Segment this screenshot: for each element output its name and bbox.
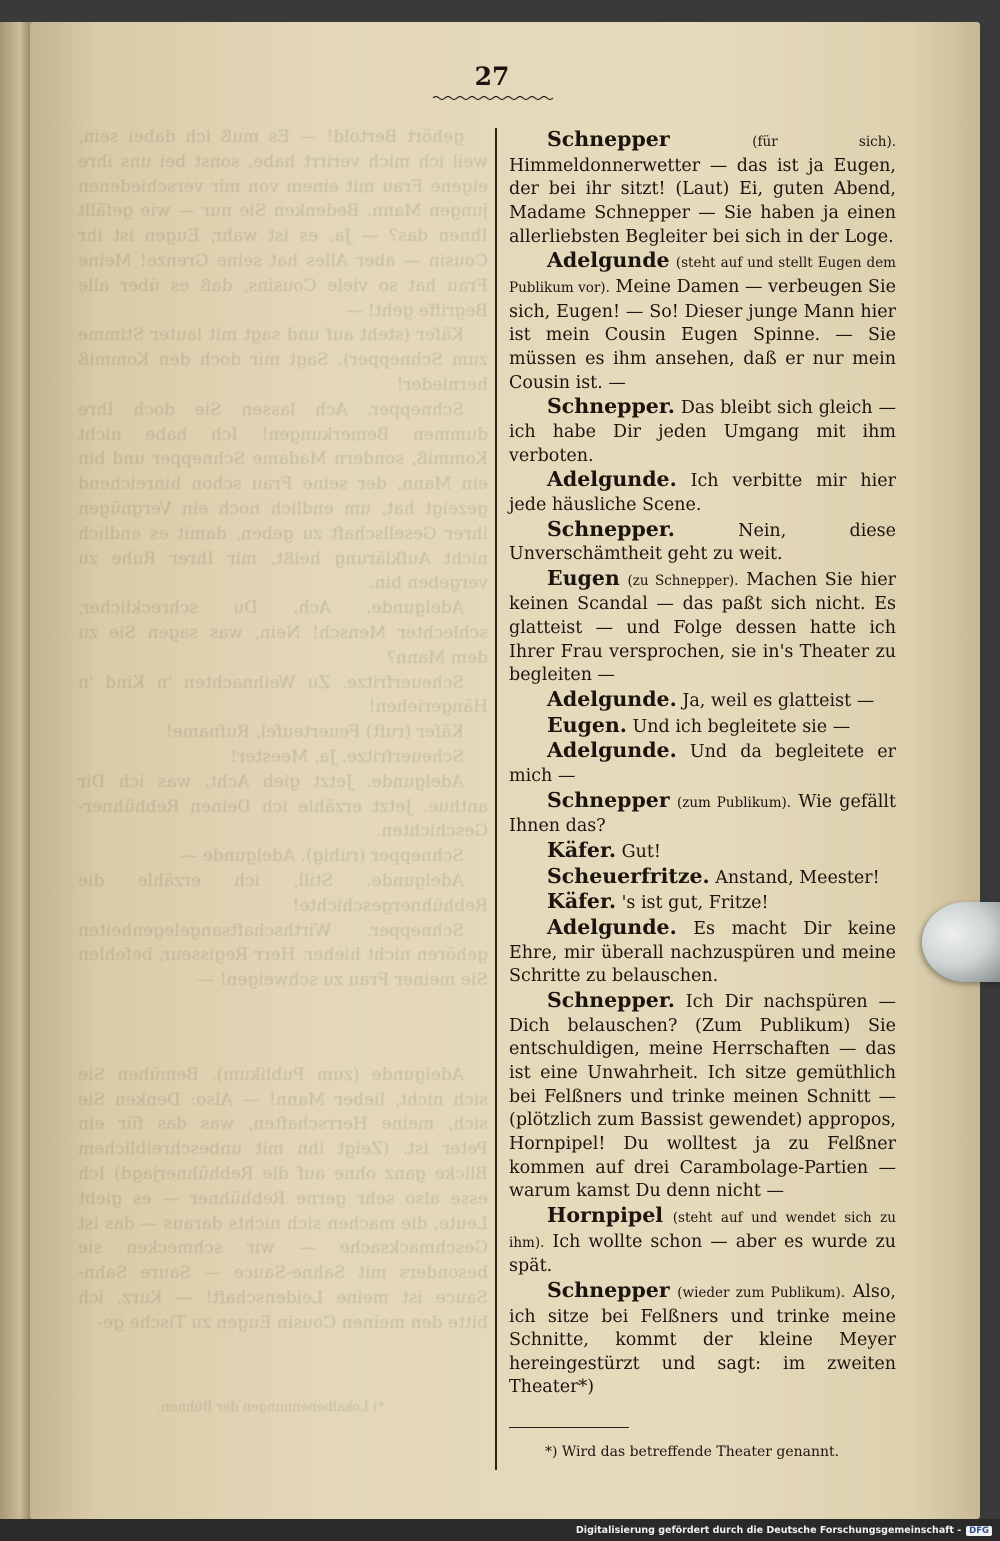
stage-direction: (wieder zum Publikum).: [677, 1284, 846, 1301]
dialogue-text: Meine Damen — verbeugen Sie sich, Eugen! — So! Dieser junge Mann hier ist mein Cousin Eugen Spinne. — Sie müssen es ihm ansehen, daß er nur mein Cousin ist. —: [509, 276, 896, 393]
bleed-through-line: Adelgunde. Ach, Du schrecklicher, schlechter Mensch! Nein, was sagen Sie zu dem Mann?: [78, 598, 488, 668]
speaker-name: Eugen.: [547, 712, 627, 737]
bleed-through-line: Adelgunde (zum Publikum). Bemühen Sie sich nicht, lieber Mann! — Also: Denken Sie sich, meine Herrschaften, was das für ein Peter ist. (Zeigt ihn mit unbeschreiblichem Blicke ganz ohne auf die Rebhühnerjagd) Ich esse also sehr gerne Rebhühner — es giebt Leute, die machen sich nichts daraus — das ist Geschmacksache — wir schmecken sie besonders mit Sahne-Sauce — Saure Sahn-Sauce ist meine Leidenschaft! — Kurz, ich bitte den meinen Cousin Eugen zu Tische ge-: [78, 1064, 488, 1333]
stage-direction: (für sich).: [752, 134, 896, 150]
bleed-through-line: Adelgunde. Still, ich erzähle die Rebhühnergeschichte!: [78, 870, 488, 916]
bleed-through-line: Schnepper. Wirthschaftsangelegenheiten gehören nicht hieher. Herr Regisseur, befehlen Sie meiner Frau zu schweigen! —: [78, 920, 488, 991]
dialogue-paragraph: [509, 789, 896, 839]
dialogue-text: Himmeldonnerwetter — das ist ja Eugen, der bei ihr sitzt! (Laut) Ei, guten Abend, Madame Schnepper — Sie haben ja einen allerliebsten Begleiter bei sich in der Loge.: [509, 155, 896, 247]
digitization-credit: [576, 1525, 992, 1536]
speaker-name: Scheuerfritze.: [547, 863, 710, 888]
speaker-name: Eugen: [547, 565, 620, 590]
bleed-through-line: *) Lokalbenennungen der Bühnen.: [157, 1399, 385, 1415]
dialogue-text: Ja, weil es glatteist —: [682, 691, 875, 712]
stage-direction: (zu Schnepper).: [627, 572, 739, 589]
dialogue-text: Also, ich sitze bei Felßners und trinke meine Schnitte, kommt der kleine Meyer hereingestürzt und sagt: im zweiten Theater*): [509, 1281, 896, 1398]
dialogue-text: Nein, diese Unverschämtheit geht zu weit.: [509, 520, 896, 565]
bleed-through-line: Adelgunde. Jetzt gieb Acht, was ich Dir anthue. Jetzt erzähle ich Deinen Rebhühner-Geschichten.: [78, 771, 488, 842]
ornament-rule: [432, 94, 554, 102]
dialogue-paragraph: [509, 468, 896, 517]
dialogue-text: Und ich begleitete sie —: [632, 716, 851, 737]
speaker-name: Schnepper.: [547, 516, 675, 541]
dialogue-paragraph: [509, 739, 896, 788]
bleed-through-line: Schnepper. Ach lassen Sie doch Ihre dummen Bemerkungen! Ich habe nicht Kommiß, sondern Madame Schnepper und bin ein Mann, der seine Frau schon hinreichend gezeigt hat, um endlich noch ein Vergnügen ihrer Gesellschaft zu geben, damit es endlich nicht Aufklärung heißt, mir Ihrer Ruhe zu vergeben bin.: [78, 399, 488, 594]
dialogue-column: [509, 128, 896, 1400]
dialogue-paragraph: [509, 567, 896, 688]
dialogue-paragraph: [509, 1279, 896, 1400]
bleed-through-line: Käfer (ruft) Feuerteufel, Rufname!: [165, 722, 464, 743]
dialogue-paragraph: [509, 989, 896, 1204]
bleed-through-line: Schnepper (ruhig). Adelgunde —: [180, 846, 464, 867]
bleed-through-line: Scheuerfritze. Zu Weihnachten 'n Kind 'n Hängeriehen!: [78, 672, 488, 718]
dialogue-text: Gut!: [621, 842, 661, 863]
credit-text: Digitalisierung gefördert durch die Deutsche Forschungsgemeinschaft -: [575, 1525, 962, 1536]
speaker-name: Hornpipel: [547, 1202, 664, 1227]
speaker-name: Adelgunde.: [547, 738, 677, 763]
page-number: 27: [474, 62, 510, 91]
bleed-through-line: Scheuerfritze. Ja, Meester!: [230, 746, 464, 767]
bleed-through-text: [78, 125, 488, 1470]
dialogue-paragraph: [509, 518, 896, 567]
dfg-logo: DFG: [966, 1526, 992, 1536]
stage-direction: (steht auf und stellt Eugen dem Publikum vor).: [509, 255, 896, 296]
dialogue-paragraph: [509, 890, 896, 916]
stage-direction: (zum Publikum).: [676, 794, 792, 811]
dialogue-paragraph: [509, 128, 896, 249]
dialogue-text: 's ist gut, Fritze!: [621, 893, 769, 914]
speaker-name: Schnepper.: [547, 987, 675, 1012]
dialogue-text: Das bleibt sich gleich — ich habe Dir jeden Umgang mit ihm verboten.: [509, 398, 896, 466]
dialogue-text: Und da begleitete er mich —: [509, 742, 896, 787]
dialogue-paragraph: [509, 865, 896, 891]
footnote-rule: [509, 1427, 629, 1428]
dialogue-paragraph: [509, 1204, 896, 1279]
scanner-thumb: [922, 902, 1000, 982]
speaker-name: Adelgunde.: [547, 467, 677, 492]
dialogue-text: Anstand, Meester!: [715, 867, 880, 888]
speaker-name: Käfer.: [547, 838, 617, 863]
speaker-name: Adelgunde: [547, 248, 670, 273]
dialogue-paragraph: [509, 714, 896, 740]
dialogue-text: Wie gefällt Ihnen das?: [509, 791, 896, 837]
bleed-through-line: gehört Bertold! — Es muß ich dabei sein, weil ich mich verirrt habe, sonst bei uns ihre eigene Frau mit einem von mir verschiedenen jungen Mann. Bedenken Sie nur — wie gefällt Ihnen das? — Ja, es ist wahr, Eugen ist ihr Cousin — aber Alles hat seine Grenze! Meine Frau hat so viele Cousins, daß es über alle Begriffe geht! —: [78, 127, 488, 321]
dialogue-text: Ich Dir nachspüren — Dich belauschen? (Zum Publikum) Sie entschuldigen, meine Herrschaften — das ist eine Unwahrheit. Ich sitze gemüthlich bei Felßners und trinke meinen Schnitt — (plötzlich zum Bassist gewendet) appropos, Hornpipel! Du wolltest ja zu Felßner kommen auf drei Carambolage-Partien — warum kamst Du denn nicht —: [509, 991, 896, 1202]
speaker-name: Schnepper: [547, 1277, 670, 1302]
column-divider: [495, 128, 497, 1470]
dialogue-paragraph: [509, 839, 896, 865]
dialogue-paragraph: [509, 249, 896, 395]
footnote: *) Wird das betreffende Theater genannt.: [545, 1444, 840, 1460]
dialogue-text: Es macht Dir keine Ehre, mir überall nachzuspüren und meine Schritte zu belauschen.: [509, 919, 896, 987]
speaker-name: Schnepper: [547, 127, 670, 151]
dialogue-paragraph: [509, 688, 896, 714]
stage-direction: (steht auf und wendet sich zu ihm).: [509, 1209, 896, 1251]
dialogue-text: Machen Sie hier keinen Scandal — das paßt sich nicht. Es glatteist — und Folge dessen hatte ich Ihrer Frau versprochen, sie in's Theater zu begleiten —: [509, 569, 896, 686]
dialogue-text: Ich wollte schon — aber es wurde zu spät.: [509, 1231, 896, 1277]
speaker-name: Käfer.: [547, 889, 617, 914]
speaker-name: Schnepper: [547, 787, 670, 812]
speaker-name: Schnepper.: [547, 394, 675, 419]
speaker-name: Adelgunde.: [547, 915, 677, 939]
dialogue-paragraph: [509, 395, 896, 468]
speaker-name: Adelgunde.: [547, 687, 677, 712]
bleed-through-line: Käfer (steht auf und sagt mit lauter Stimme zum Schnepper). Sagt mir doch den Kommiß hernieder!: [78, 325, 488, 395]
dialogue-text: Ich verbitte mir hier jede häusliche Scene.: [509, 471, 896, 515]
dialogue-paragraph: [509, 916, 896, 989]
